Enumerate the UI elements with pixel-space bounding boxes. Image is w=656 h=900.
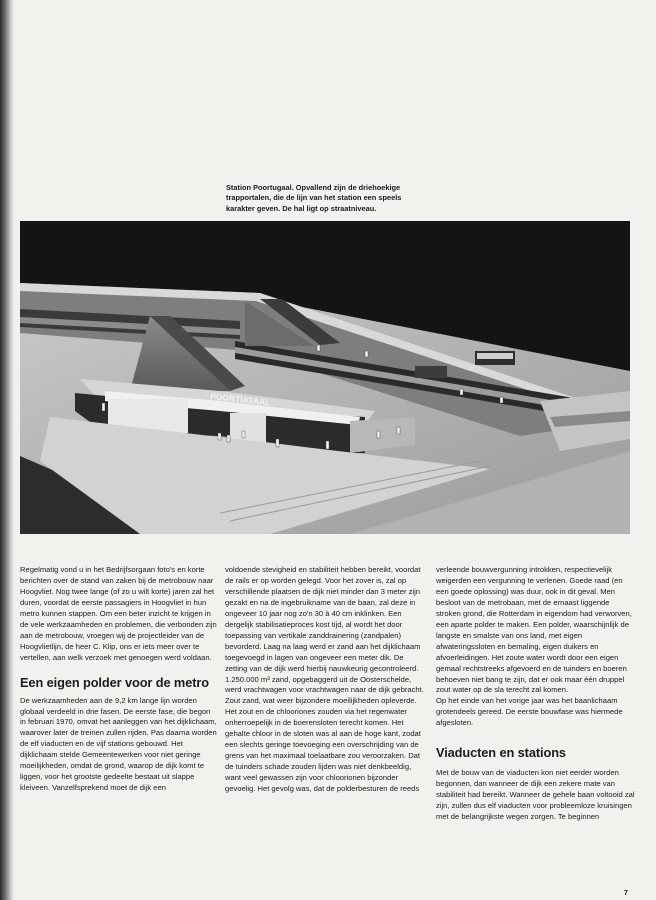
intro-paragraph: Regelmatig vond u in het Bedrijfsorgaan foto's en korte berichten over de stand van zaken bij de metrobouw naar Hoogvliet. Nog twee lange (of zo u wilt korte) jaren zal het duren, voordat de eerste passagiers in Hoogvliet in hun metro kunnen stappen. Om een beter inzicht te krijgen in de vele werkzaamheden en problemen, die verbonden zijn aan de metrobouw, vroegen wij de projectleider van de Hoogvlietlijn, de heer C. Klip, ons er iets meer over te vertellen, aan welk verzoek met genoegen werd voldaan.: [20, 565, 217, 662]
caption-line: Station Poortugaal. Opvallend zijn de driehoekige: [226, 183, 401, 192]
photo-caption: [226, 183, 456, 214]
section-heading-polder: Een eigen polder voor de metro: [20, 674, 209, 690]
caption-line: karakter geven. De hal ligt op straatniveau.: [226, 203, 377, 213]
station-sign-text: POORTUGAAL: [209, 391, 271, 408]
station-model-illustration: [20, 221, 630, 534]
body-paragraph: verleende bouwvergunning introkken, respectievelijk weigerden een vergunning te verlenen. Goede raad (en een goede oplossing) was duur, ook in dit geval. Men besloot van de metrobaan, met de ernaast liggende stroken grond, die Rotterdam in eigendom had verworven, een aparte polder te maken. Een polder, waarschijnlijk de langste en smalste van ons land, met eigen afwateringssloten en bemaling, eigen duikers en afvoerleidingen. Het zoute water wordt door een eigen gemaal rechtstreeks afgevoerd en de tuinders en boeren behoeven niet bang te zijn, dat er ook maar één druppel zout water op de sla terecht zal komen.: [436, 565, 632, 695]
station-model-photo: [20, 221, 630, 534]
caption-line: trapportalen, die de lijn van het station een speels: [226, 193, 402, 203]
text-column-3: [436, 565, 636, 823]
body-paragraph: Met de bouw van de viaducten kon niet eerder worden begonnen, dan wanneer de dijk een zekere mate van stabiliteit had bereikt. Wanneer de gehele baan voltooid zal zijn, zullen dus elf viaducten voor probleemloze kruisingen met de belangrijkste wegen zorgen. Te beginnen: [436, 768, 635, 822]
text-column-1: [20, 565, 218, 794]
page-number: 7: [624, 890, 628, 897]
body-paragraph: voldoende stevigheid en stabiliteit hebben bereikt, voordat de rails er op worden gelegd. Voor het zover is, zal op verschillende plaatsen de dijk niet minder dan 3 meter zijn gezakt en na de ingebruikname van de baan, zal deze in ongeveer 10 jaar nog zo'n 30 à 40 cm inklinken. Een dergelijk stabilisatieproces kost tijd, al wordt het door toepassing van vertikale zanddrainering (zandpalen) bevorderd. Laag na laag werd er zand aan het dijklichaam toegevoegd in lagen van ongeveer een meter dik. De zetting van de dijk werd hierbij nauwkeurig gecontroleerd. 1.250.000 m³ zand, opgebaggerd uit de Oosterschelde, werd vrachtwagen voor vrachtwagen naar de dijk gebracht. Zout zand, wat weer bijzondere moeilijkheden opleverde. Het zout en de chlooriones zouden via het regenwater onherroepelijk in de boerensloten terecht komen. Het gehalte chloor in de sloten was al aan de hoge kant, zodat een slechts geringe toevoeging een overschrijding van de grens van het maximaal toelaatbare zou veroorzaken. Dat de tuinders schade zouden lijden was niet denkbeeldig, want veel gewassen zijn voor chloorionen bijzonder gevoelig. Het gevolg was, dat de polderbesturen de reeds: [225, 565, 424, 794]
text-column-2: [225, 565, 425, 795]
body-paragraph: De werkzaamheden aan de 9,2 km lange lijn worden globaal verdeeld in drie fasen. De eerste fase, die begon in februari 1970, omvat het aanleggen van het dijklichaam, waarover later de treinen zullen rijden. Pas daarna worden de elf viaducten en de vijf stations gebouwd. Het dijklichaam stelde Gemeentewerken voor niet geringe moeilijkheden, omdat de grond, waarop de dijk komt te liggen, voor het grootste gedeelte bestaat uit slappe kleiveen. Vanzelfsprekend moet de dijk een: [20, 695, 217, 793]
page-binding-edge: [0, 0, 14, 900]
section-heading-viaducten: Viaducten en stations: [436, 745, 566, 761]
body-paragraph: Op het einde van het vorige jaar was het baanlichaam grotendeels gereed. De eerste bouwfase was hiermede afgesloten.: [436, 696, 623, 728]
